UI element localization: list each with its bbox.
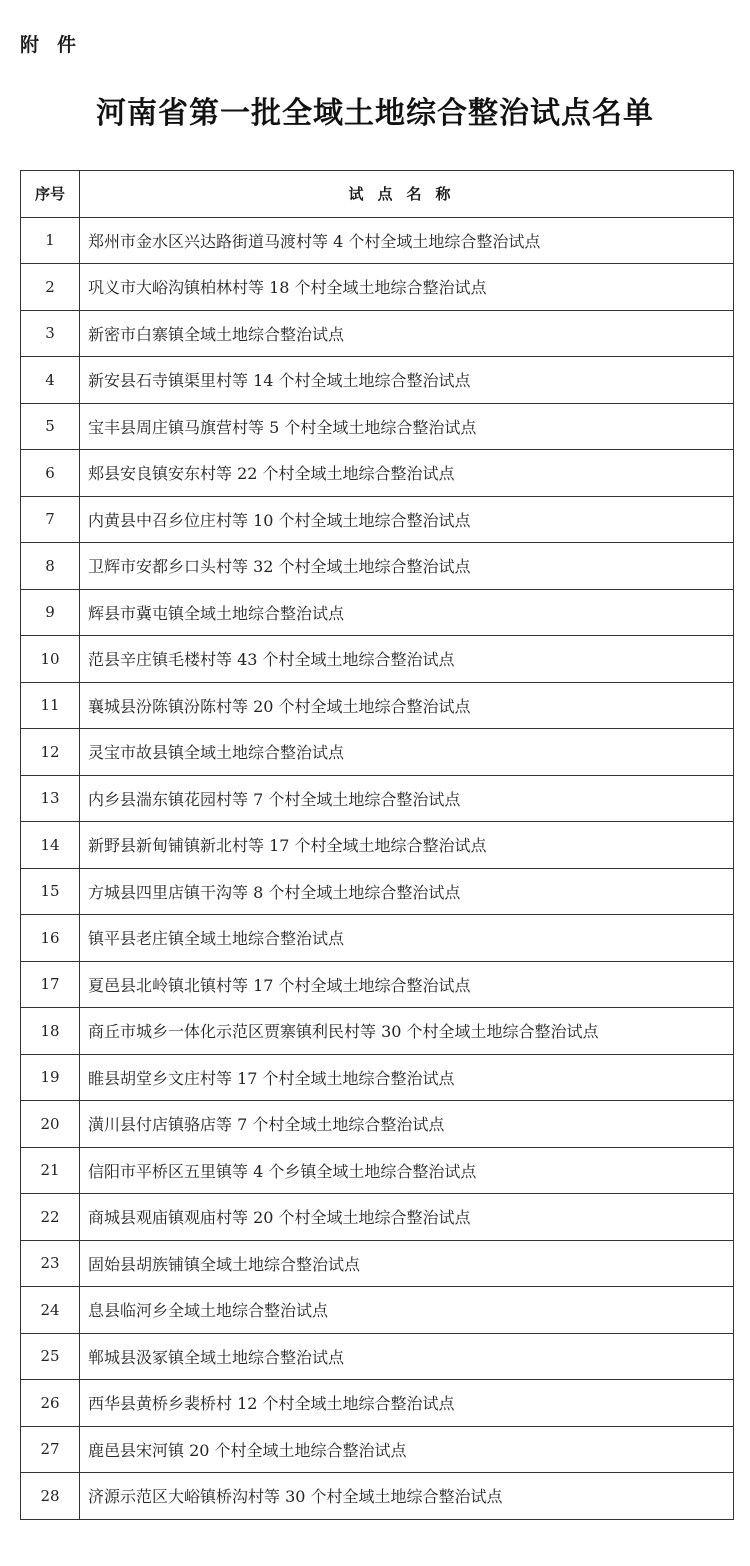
table-row	[21, 1147, 734, 1194]
row-index: 23	[21, 1240, 80, 1287]
row-index: 14	[21, 822, 80, 869]
row-index: 2	[21, 264, 80, 311]
row-index: 6	[21, 450, 80, 497]
row-pilot-name: 灵宝市故县镇全域土地综合整治试点	[80, 729, 734, 776]
table-row	[21, 310, 734, 357]
row-pilot-name: 新野县新甸铺镇新北村等 17 个村全域土地综合整治试点	[80, 822, 734, 869]
row-pilot-name: 巩义市大峪沟镇柏林村等 18 个村全域土地综合整治试点	[80, 264, 734, 311]
table-row	[21, 682, 734, 729]
table-row	[21, 1054, 734, 1101]
row-index: 20	[21, 1101, 80, 1148]
pilot-list-table	[20, 170, 734, 1520]
row-pilot-name: 辉县市冀屯镇全域土地综合整治试点	[80, 589, 734, 636]
row-pilot-name: 固始县胡族铺镇全域土地综合整治试点	[80, 1240, 734, 1287]
table-row	[21, 403, 734, 450]
header-name: 试点名称	[80, 171, 734, 218]
table-row	[21, 868, 734, 915]
table-row	[21, 1008, 734, 1055]
table-body	[21, 217, 734, 1519]
row-pilot-name: 郸城县汲冢镇全域土地综合整治试点	[80, 1333, 734, 1380]
row-index: 7	[21, 496, 80, 543]
row-index: 19	[21, 1054, 80, 1101]
row-index: 24	[21, 1287, 80, 1334]
row-pilot-name: 睢县胡堂乡文庄村等 17 个村全域土地综合整治试点	[80, 1054, 734, 1101]
table-row	[21, 1426, 734, 1473]
table-row	[21, 264, 734, 311]
row-index: 13	[21, 775, 80, 822]
row-index: 16	[21, 915, 80, 962]
row-pilot-name: 襄城县汾陈镇汾陈村等 20 个村全域土地综合整治试点	[80, 682, 734, 729]
table-header-row	[21, 171, 734, 218]
row-pilot-name: 范县辛庄镇毛楼村等 43 个村全域土地综合整治试点	[80, 636, 734, 683]
row-index: 10	[21, 636, 80, 683]
row-pilot-name: 息县临河乡全域土地综合整治试点	[80, 1287, 734, 1334]
table-row	[21, 775, 734, 822]
table-row	[21, 729, 734, 776]
table-row	[21, 915, 734, 962]
row-pilot-name: 商丘市城乡一体化示范区贾寨镇利民村等 30 个村全域土地综合整治试点	[80, 1008, 734, 1055]
row-index: 5	[21, 403, 80, 450]
row-index: 1	[21, 217, 80, 264]
table-row	[21, 1101, 734, 1148]
row-pilot-name: 郏县安良镇安东村等 22 个村全域土地综合整治试点	[80, 450, 734, 497]
table-row	[21, 1380, 734, 1427]
table-row	[21, 1473, 734, 1520]
row-pilot-name: 潢川县付店镇骆店等 7 个村全域土地综合整治试点	[80, 1101, 734, 1148]
row-index: 9	[21, 589, 80, 636]
row-pilot-name: 卫辉市安都乡口头村等 32 个村全域土地综合整治试点	[80, 543, 734, 590]
row-index: 15	[21, 868, 80, 915]
row-index: 11	[21, 682, 80, 729]
row-pilot-name: 商城县观庙镇观庙村等 20 个村全域土地综合整治试点	[80, 1194, 734, 1241]
row-index: 17	[21, 961, 80, 1008]
row-pilot-name: 济源示范区大峪镇桥沟村等 30 个村全域土地综合整治试点	[80, 1473, 734, 1520]
row-pilot-name: 新密市白寨镇全域土地综合整治试点	[80, 310, 734, 357]
table-row	[21, 1333, 734, 1380]
header-index: 序号	[21, 171, 80, 218]
table-row	[21, 217, 734, 264]
row-index: 27	[21, 1426, 80, 1473]
table-row	[21, 961, 734, 1008]
table-row	[21, 543, 734, 590]
table-row	[21, 450, 734, 497]
row-index: 28	[21, 1473, 80, 1520]
table-row	[21, 496, 734, 543]
row-index: 26	[21, 1380, 80, 1427]
row-pilot-name: 信阳市平桥区五里镇等 4 个乡镇全域土地综合整治试点	[80, 1147, 734, 1194]
row-index: 25	[21, 1333, 80, 1380]
row-index: 3	[21, 310, 80, 357]
row-index: 4	[21, 357, 80, 404]
row-pilot-name: 宝丰县周庄镇马旗营村等 5 个村全域土地综合整治试点	[80, 403, 734, 450]
row-pilot-name: 方城县四里店镇干沟等 8 个村全域土地综合整治试点	[80, 868, 734, 915]
table-row	[21, 822, 734, 869]
table-row	[21, 636, 734, 683]
row-pilot-name: 内乡县湍东镇花园村等 7 个村全域土地综合整治试点	[80, 775, 734, 822]
row-pilot-name: 新安县石寺镇渠里村等 14 个村全域土地综合整治试点	[80, 357, 734, 404]
table-row	[21, 357, 734, 404]
document-title: 河南省第一批全域土地综合整治试点名单	[96, 96, 654, 131]
row-index: 8	[21, 543, 80, 590]
row-index: 18	[21, 1008, 80, 1055]
row-index: 12	[21, 729, 80, 776]
table-row	[21, 1240, 734, 1287]
row-pilot-name: 西华县黄桥乡裴桥村 12 个村全域土地综合整治试点	[80, 1380, 734, 1427]
row-pilot-name: 鹿邑县宋河镇 20 个村全域土地综合整治试点	[80, 1426, 734, 1473]
row-pilot-name: 郑州市金水区兴达路街道马渡村等 4 个村全域土地综合整治试点	[80, 217, 734, 264]
row-index: 21	[21, 1147, 80, 1194]
row-index: 22	[21, 1194, 80, 1241]
row-pilot-name: 内黄县中召乡位庄村等 10 个村全域土地综合整治试点	[80, 496, 734, 543]
table-row	[21, 1287, 734, 1334]
attachment-label: 附件	[20, 34, 95, 56]
row-pilot-name: 镇平县老庄镇全域土地综合整治试点	[80, 915, 734, 962]
row-pilot-name: 夏邑县北岭镇北镇村等 17 个村全域土地综合整治试点	[80, 961, 734, 1008]
table-row	[21, 1194, 734, 1241]
table-row	[21, 589, 734, 636]
